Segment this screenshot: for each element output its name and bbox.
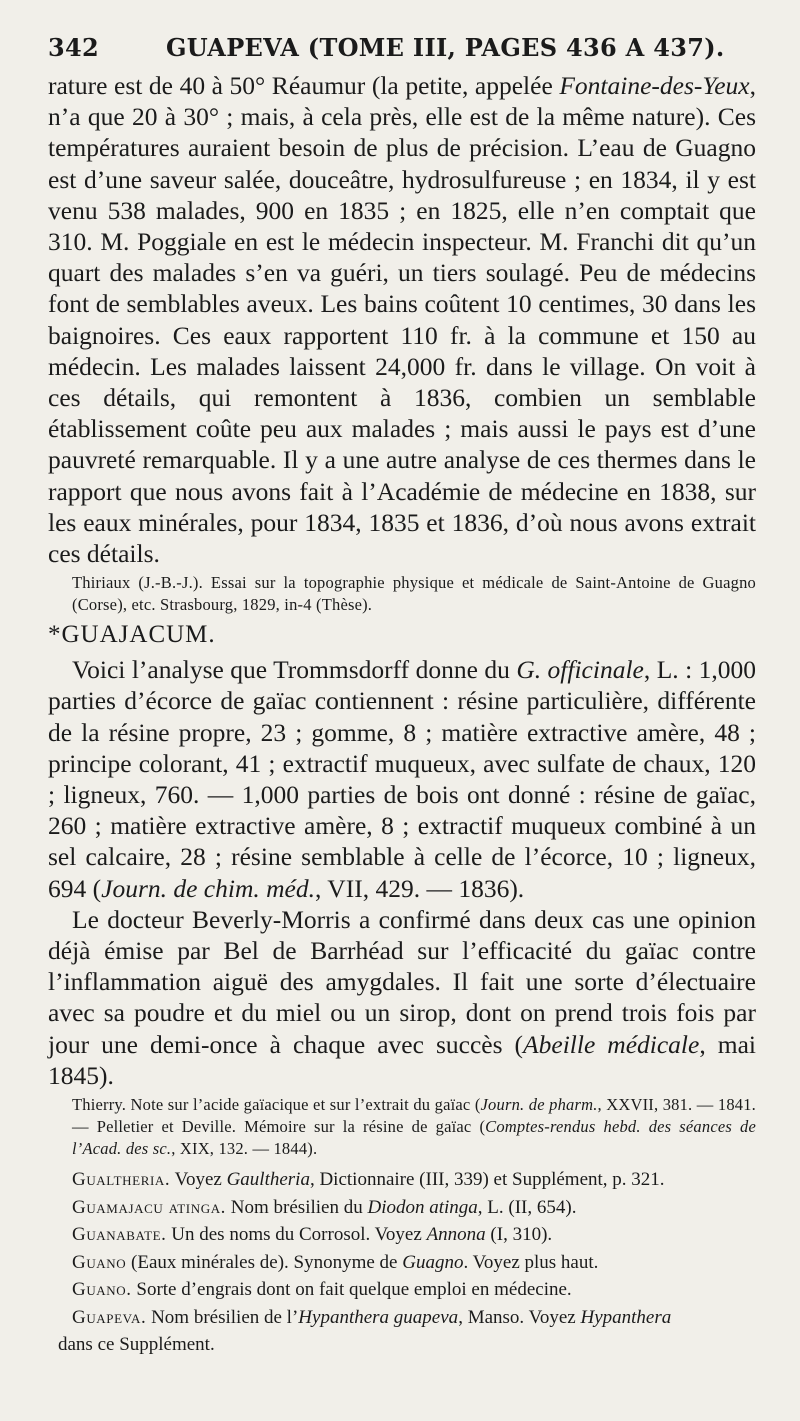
ref2-text-b: , XXVII, 381. — 1841. — Pelletier et Deville. Mémoire sur la résine de gaïac ( (72, 1095, 757, 1137)
glossary-entry (72, 1276, 756, 1304)
glossary-italic-c: Hypanthera (580, 1306, 672, 1328)
glossary-entry (72, 1194, 756, 1222)
glossary-term: Guamajacu atinga. (72, 1196, 227, 1218)
p2-text-b: , L. : 1,000 parties d’écorce de gaïac contiennent : résine particulière, différente de la résine propre, 23 ; gomme, 8 ; matière extractive amère, 48 ; principe colorant, 41 ; extractif muqueux, avec sulfate de chaux, 120 ; ligneux, 760. — 1,000 parties de bois ont donné : résine de gaïac, 260 ; matière extractive amère, 8 ; extractif muqueux combiné à un sel calcaire, 28 ; résine semblable à celle de l’écorce, 10 ; ligneux, 694 ( (48, 655, 757, 903)
glossary-text-a: (Eaux minérales de). Synonyme de (126, 1251, 403, 1273)
glossary-term: Guano. (72, 1279, 132, 1301)
glossary-italic: Gaultheria (226, 1169, 310, 1191)
ref2-text-a: Thierry. Note sur l’acide gaïacique et sur l’extrait du gaïac ( (72, 1095, 481, 1115)
p3-italic-a: Abeille médicale (523, 1029, 700, 1059)
reference-thierry (72, 1094, 756, 1160)
p2-italic-b: Journ. de chim. méd. (101, 873, 315, 903)
reference-thiriaux: Thiriaux (J.-B.-J.). Essai sur la topographie physique et médicale de Saint-Antoine de Guagno (Corse), etc. Strasbourg, 1829, in-4 (Thèse). (72, 573, 756, 615)
glossary-list (48, 1166, 756, 1359)
glossary-continuation: dans ce Supplément. (58, 1334, 215, 1356)
p1-italic-a: Fontaine-des-Yeux (559, 71, 750, 100)
glossary-text-a: Sorte d’engrais dont on fait quelque emploi en médecine. (131, 1279, 572, 1301)
entry-title-guajacum: *GUAJACUM. (48, 621, 216, 649)
page-number: 342 (48, 33, 99, 62)
glossary-italic: Diodon atinga (367, 1196, 478, 1218)
glossary-entry (72, 1249, 756, 1277)
running-title: GUAPEVA (TOME III, PAGES 436 A 437). (166, 33, 725, 62)
glossary-term: Guano (72, 1251, 127, 1273)
p1-text-a: rature est de 40 à 50° Réaumur (la petite, appelée (48, 71, 560, 100)
glossary-term: Gualtheria. (72, 1169, 171, 1191)
glossary-italic: Annona (426, 1224, 486, 1246)
ref2-italic-b: Comptes-rendus hebd. des séances de l’Acad. des sc. (72, 1117, 756, 1159)
glossary-text-b: . Voyez plus haut. (463, 1251, 599, 1273)
glossary-term: Guapeva. (72, 1306, 147, 1328)
paragraph-guagno-waters (48, 70, 756, 569)
glossary-entry (72, 1166, 756, 1194)
glossary-entry (72, 1221, 756, 1249)
p3-text-a: Le docteur Beverly-Morris a confirmé dans deux cas une opinion déjà émise par Bel de Barrhéad sur l’efficacité du gaïac contre l’inflammation aiguë des amygdales. Il fait une sorte d’électuaire avec sa poudre et du miel ou un sirop, dont on prend trois fois par jour une demi-once à chaque avec succès ( (48, 904, 756, 1059)
glossary-text-b: , Dictionnaire (III, 339) et Supplément, p. 321. (309, 1169, 665, 1191)
glossary-text-b: , Manso. Voyez (458, 1306, 581, 1328)
p3-text-b: , mai 1845). (48, 1029, 756, 1090)
glossary-term: Guanabate. (72, 1224, 167, 1246)
glossary-text-a: Nom brésilien de l’ (146, 1306, 299, 1328)
p2-italic-a: G. officinale (516, 655, 644, 685)
ref2-italic-a: Journ. de pharm. (480, 1095, 598, 1115)
glossary-text-b: (I, 310). (485, 1224, 553, 1246)
paragraph-beverly-morris (48, 904, 756, 1091)
glossary-text-a: Nom brésilien du (226, 1196, 368, 1218)
ref2-text-c: , XIX, 132. — 1844). (171, 1139, 318, 1159)
glossary-entry (72, 1304, 756, 1332)
paragraph-guajacum-analysis (48, 654, 756, 904)
p2-text-a: Voici l’analyse que Trommsdorff donne du (72, 655, 517, 685)
p1-text-b: , n’a que 20 à 30° ; mais, à cela près, elle est de la même nature). Ces températures auraient besoin de plus de précision. L’eau de Guagno est d’une saveur salée, douceâtre, hydrosulfureuse ; en 1834, il y est venu 538 malades, 900 en 1835 ; en 1825, elle n’en comptait que 310. M. Poggiale en est le médecin inspecteur. M. Franchi dit qu’un quart des malades s’en va guéri, un tiers soulagé. Peu de médecins font de semblables aveux. Les bains coûtent 10 centimes, 30 dans les baignoires. Ces eaux rapportent 110 fr. à la commune et 150 au médecin. Les malades laissent 24,000 fr. dans le village. On voit à ces détails, qui remontent à 1836, combien un semblable établissement coûte peu aux malades ; mais aussi le pays est d’une pauvreté remarquable. Il y a une autre analyse de ces thermes dans le rapport que nous avons fait à l’Académie de médecine en 1838, sur les eaux minérales, pour 1834, 1835 et 1836, d’où nous avons extrait ces détails. (48, 71, 756, 569)
p2-text-c: , VII, 429. — 1836). (315, 873, 525, 903)
glossary-italic: Guagno (402, 1251, 464, 1273)
glossary-text-a: Voyez (170, 1169, 227, 1191)
glossary-text-a: Un des noms du Corrosol. Voyez (166, 1224, 427, 1246)
glossary-italic: Hypanthera guapeva (298, 1306, 459, 1328)
running-header (48, 28, 756, 68)
glossary-text-b: , L. (II, 654). (477, 1196, 577, 1218)
